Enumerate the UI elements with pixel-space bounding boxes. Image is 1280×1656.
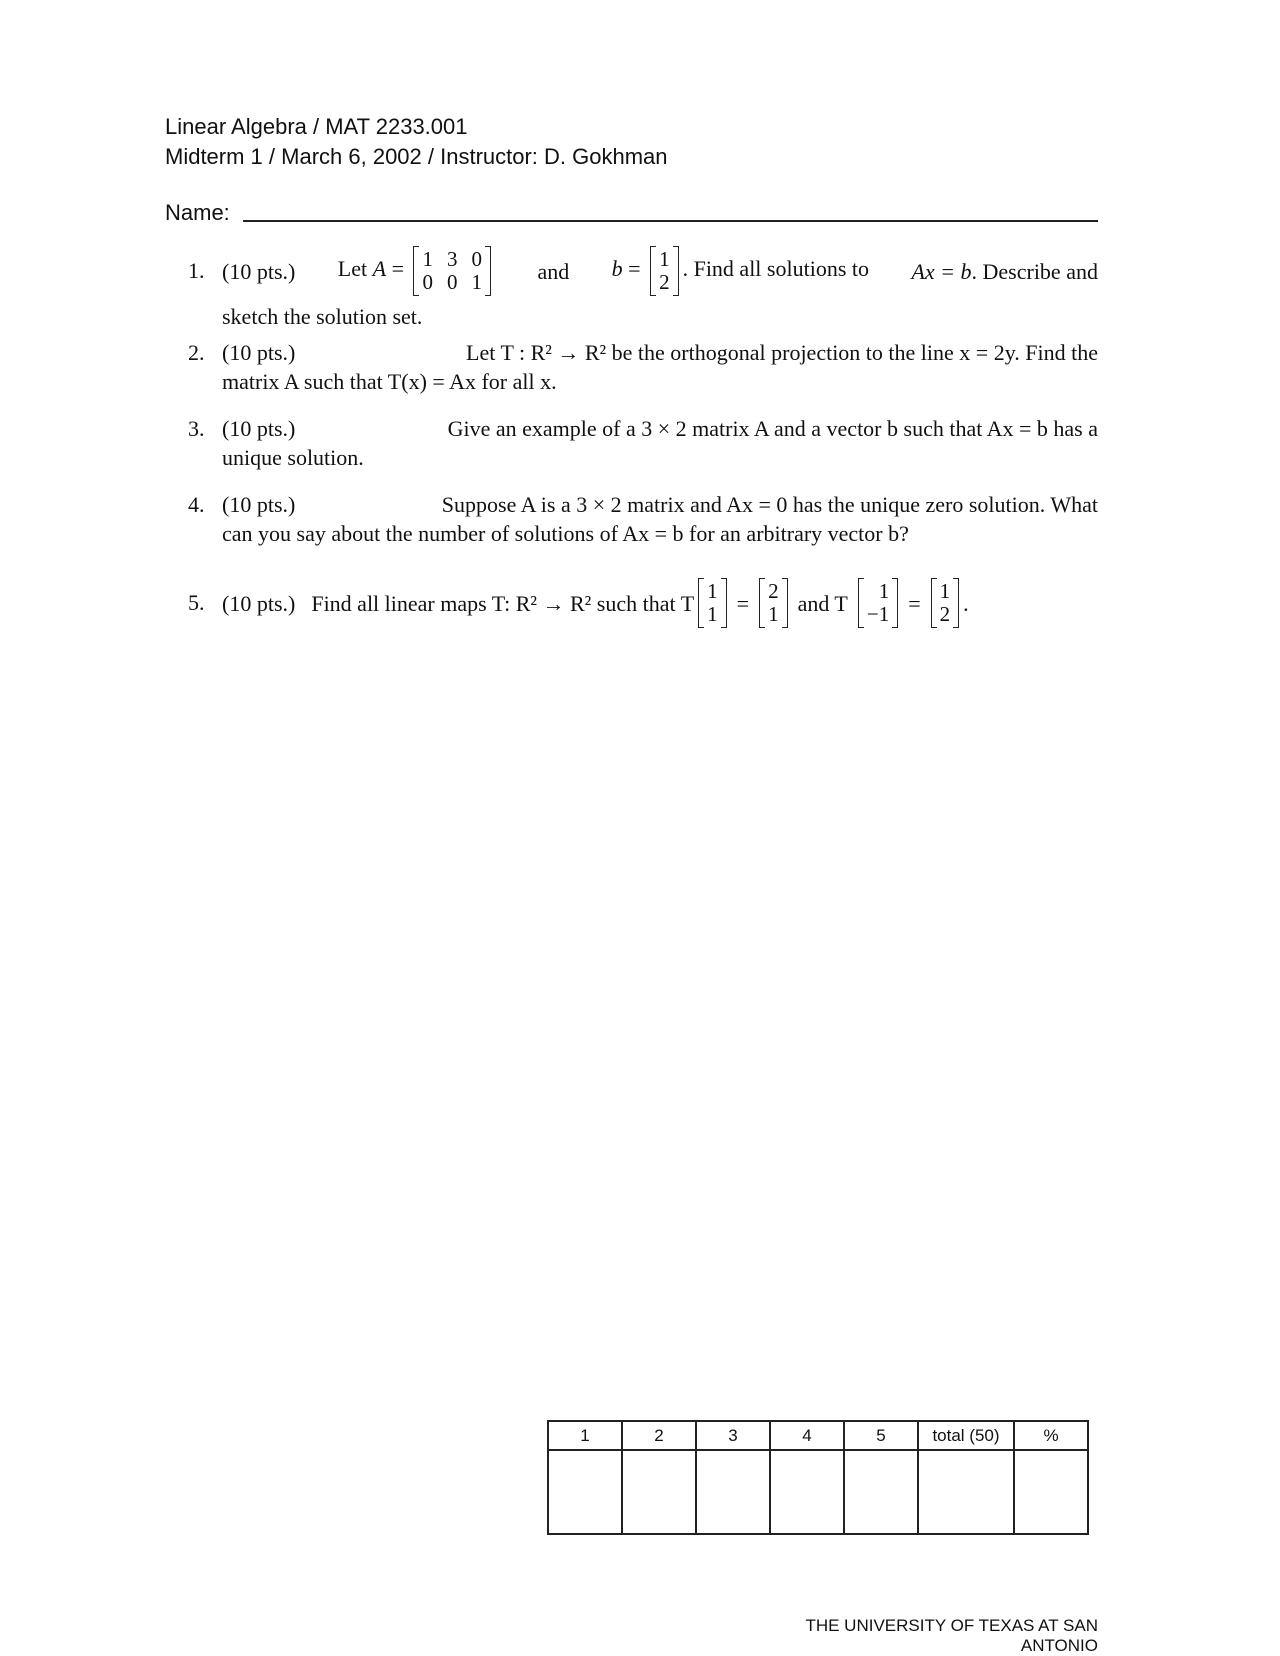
problem-2-line-2: matrix A such that T(x) = Ax for all x. bbox=[222, 369, 557, 394]
vector-input-2 bbox=[858, 578, 898, 628]
problem-points: (10 pts.) bbox=[222, 492, 296, 517]
score-header-cell: 5 bbox=[844, 1421, 918, 1450]
vector-entry: 1 bbox=[659, 247, 670, 271]
problem-number: 2. bbox=[188, 340, 205, 365]
score-header-cell: 3 bbox=[696, 1421, 770, 1450]
problem-points: (10 pts.) bbox=[222, 258, 296, 284]
vector-output-1 bbox=[759, 578, 788, 628]
vector-b-expression: b = 1 2 . Find all solutions to bbox=[611, 247, 869, 294]
problem-points: (10 pts.) bbox=[222, 416, 296, 441]
problem-number: 1. bbox=[188, 258, 205, 283]
exam-info: Midterm 1 / March 6, 2002 / Instructor: D. Gokhman bbox=[165, 144, 668, 169]
problem-1-line-1: (10 pts.) Let A = 1 3 0 0 0 1 and b = 1 2 . Find all solutions to Ax = b. Describe and bbox=[222, 247, 1098, 294]
score-table bbox=[547, 1420, 1089, 1535]
score-table-header-row bbox=[548, 1421, 1088, 1450]
score-header-cell: 2 bbox=[622, 1421, 696, 1450]
vector-entry: 1 bbox=[878, 579, 890, 603]
score-header-cell: 4 bbox=[770, 1421, 844, 1450]
university-footer: THE UNIVERSITY OF TEXAS AT SAN ANTONIO bbox=[805, 1616, 1098, 1655]
vector-entry: 1 bbox=[707, 602, 718, 626]
score-table-entry-row bbox=[548, 1450, 1088, 1534]
problem-1-equation: Ax = b. Describe and bbox=[911, 258, 1098, 284]
name-input-line[interactable] bbox=[243, 220, 1098, 222]
name-label: Name: bbox=[165, 200, 230, 225]
score-entry-cell[interactable] bbox=[548, 1450, 622, 1534]
score-entry-cell[interactable] bbox=[844, 1450, 918, 1534]
matrix-entry: 3 bbox=[446, 247, 458, 271]
vector-input-1 bbox=[698, 578, 727, 628]
score-entry-cell[interactable] bbox=[622, 1450, 696, 1534]
problem-number: 3. bbox=[188, 416, 205, 441]
score-entry-cell[interactable] bbox=[1014, 1450, 1088, 1534]
problem-2-line-1: (10 pts.) Let T : R² → R² be the orthogonal projection to the line x = 2y. Find the bbox=[222, 340, 1098, 365]
problem-4-line-1: (10 pts.) Suppose A is a 3 × 2 matrix and Ax = 0 has the unique zero solution. What bbox=[222, 492, 1098, 517]
problem-1-line-2: sketch the solution set. bbox=[222, 304, 423, 329]
problem-points: (10 pts.) bbox=[222, 340, 296, 365]
problem-4-line-2: can you say about the number of solutions of Ax = b for an arbitrary vector b? bbox=[222, 521, 909, 546]
score-entry-cell[interactable] bbox=[918, 1450, 1014, 1534]
matrix-entry: 0 bbox=[422, 270, 433, 294]
vector-entry: 1 bbox=[939, 579, 951, 603]
matrix-entry: 0 bbox=[446, 270, 458, 294]
vector-entry: 1 bbox=[707, 579, 718, 603]
vector-b bbox=[650, 246, 679, 296]
course-title: Linear Algebra / MAT 2233.001 bbox=[165, 114, 468, 139]
vector-entry: −1 bbox=[866, 602, 890, 626]
problem-3-line-2: unique solution. bbox=[222, 445, 364, 470]
problem-1-statement: Let A = 1 3 0 0 0 1 bbox=[338, 246, 495, 296]
matrix-entry: 1 bbox=[471, 270, 482, 294]
problem-number: 4. bbox=[188, 492, 205, 517]
exam-header bbox=[165, 112, 668, 172]
vector-entry: 2 bbox=[939, 602, 951, 626]
score-header-cell: 1 bbox=[548, 1421, 622, 1450]
problem-number: 5. bbox=[188, 590, 205, 615]
score-entry-cell[interactable] bbox=[770, 1450, 844, 1534]
score-header-cell: total (50) bbox=[918, 1421, 1014, 1450]
score-entry-cell[interactable] bbox=[696, 1450, 770, 1534]
matrix-a bbox=[413, 246, 491, 296]
name-field-row bbox=[165, 200, 1098, 230]
score-header-cell: % bbox=[1014, 1421, 1088, 1450]
problem-points: (10 pts.) bbox=[222, 590, 296, 616]
vector-entry: 1 bbox=[768, 602, 779, 626]
problem-3-line-1: (10 pts.) Give an example of a 3 × 2 matrix A and a vector b such that Ax = b has a bbox=[222, 416, 1098, 441]
problem-5-line-1: (10 pts.) Find all linear maps T: R² → R² such that T 1 1 = 2 1 and T 1 −1 = 1 2 . bbox=[222, 579, 969, 626]
matrix-entry: 0 bbox=[471, 247, 482, 271]
matrix-entry: 1 bbox=[422, 247, 433, 271]
vector-entry: 2 bbox=[659, 270, 670, 294]
vector-entry: 2 bbox=[768, 579, 779, 603]
vector-output-2 bbox=[931, 578, 960, 628]
